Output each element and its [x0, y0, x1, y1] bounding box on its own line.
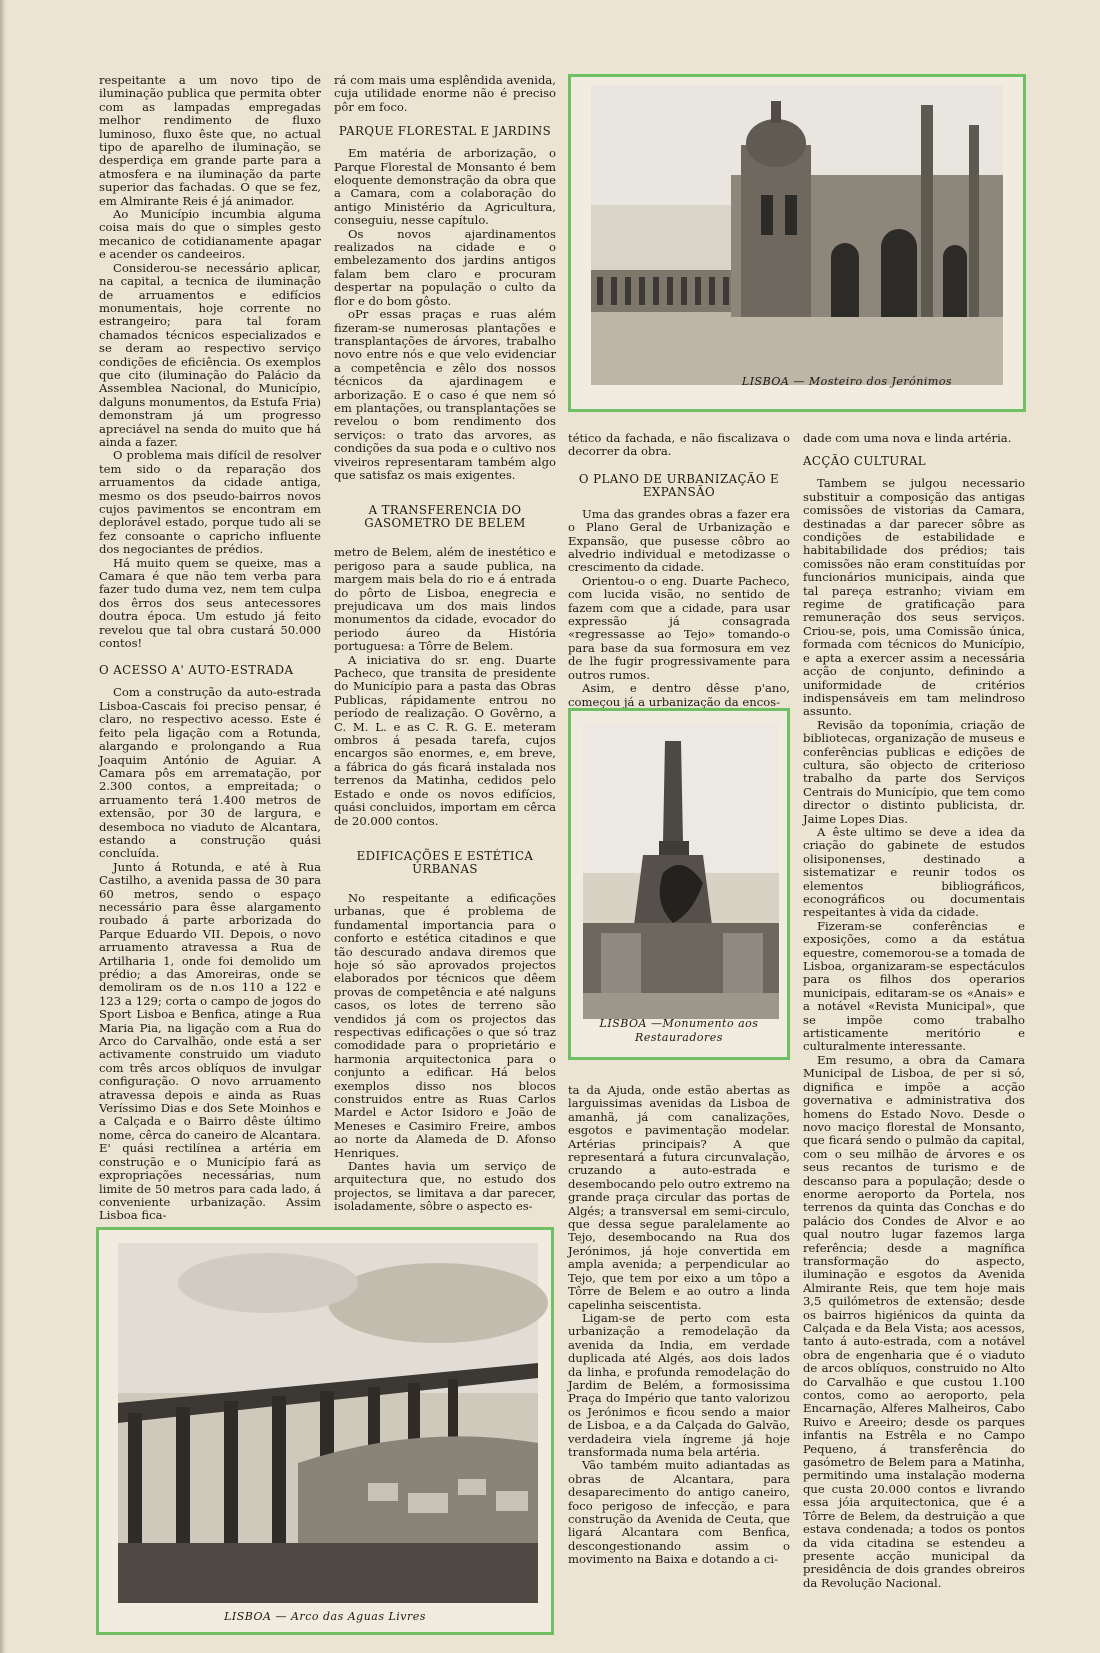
paragraph: Dantes havia um serviço de arquitectura que, no estudo dos projectos, se limitava a dar parecer, isoladamente, sôbre o aspecto es- — [334, 1159, 556, 1214]
column-3-upper — [568, 432, 790, 708]
paragraph: Fizeram-se conferências e exposições, como a da estátua equestre, comemorou-se a tomada de Lisboa, organizaram-se espectáculos para os filhos dos operarios municipais, editaram-se os «Anais» e a notável «Revista Municipal», que se impõe como trabalho artisticamente meritório e culturalmente interessante. — [803, 918, 1025, 1054]
paragraph: Ao Município incumbia alguma coisa mais do que o simples gesto mecanico de cotidianamente apagar e acender os candeeiros. — [99, 207, 321, 262]
paragraph: Uma das grandes obras a fazer era o Plano Geral de Urbanização e Expansão, que pusesse côbro ao alvedrio individual e metodizasse o crescimento da cidade. — [568, 506, 790, 575]
aqueduct-photo — [118, 1243, 538, 1603]
restauradores-photo-frame — [568, 708, 790, 1060]
column-4 — [803, 432, 1025, 1640]
paragraph: A iniciativa do sr. eng. Duarte Pacheco, que transita de presidente do Município para a pasta das Obras Publicas, rápidamente entrou no período de realização. O Govêrno, a C. M. L. e as C. R. G. E. meteram ombros á pesada tarefa, cujos encargos são enormes, e, em breve, a fábrica do gás ficará instalada nos terrenos da Matinha, cedidos pelo Estado e onde os novos edifícios, quási concluidos, importam em cêrca de 20.000 contos. — [334, 652, 556, 828]
jeronimos-caption: LISBOA — Mosteiro dos Jerónimos — [741, 375, 953, 388]
paragraph: respeitante a um novo tipo de iluminação publica que permita obter com as lampadas empregadas melhor rendimento de fluxo luminoso, fluxo êste que, no actual tipo de aparelho de iluminação, se desperdiça em grande parte para a atmosfera e na iluminação da parte superior das fachadas. O que se fez, em Almirante Reis é já animador. — [99, 73, 321, 208]
restauradores-caption-2: Restauradores — [635, 1031, 723, 1044]
paragraph: Considerou-se necessário aplicar, na capital, a tecnica de iluminação de arruamentos e edifícios monumentais, hoje corrente no estrangeiro; para tal foram chamados técnicos especializados e se deram ao respectivo serviço condições de eficiência. Os exemplos que cito (iluminação do Palácio da Assemblea Nacional, do Município, dalguns monumentos, da Estufa Fria) demonstram já um progresso apreciável na senda do muito que há ainda a fazer. — [99, 260, 321, 449]
paragraph: Orientou-o o eng. Duarte Pacheco, com lucida visão, no sentido de fazem com que a cidade, para usar expressão já consagrada «regressasse ao Tejo» tomando-o para base da sua formosura em vez de lhe fugir progressivamente para outros rumos. — [568, 573, 790, 682]
restauradores-caption-1: LISBOA —Monumento aos — [599, 1017, 759, 1030]
paragraph: O problema mais difícil de resolver tem sido o da reparação dos arruamentos da cidade antiga, mesmo os dos pseudo-bairros novos cujos pavimentos se encontram em deplorável estado, porque tudo ali se fez consoante o capricho influente dos negociantes de prédios. — [99, 448, 321, 557]
paragraph: Tambem se julgou necessario substituir a composição das antigas comissões de vistorias da Camara, destinadas a dar parecer sôbre as condições de estabilidade e habitabilidade dos prédios; tais comissões não eram constituídas por funcionários municipais, ainda que tal pareça estranho; viviam em regime de gratificação para remuneração dos seus serviços. Criou-se, pois, uma Comissão única, formada com técnicos do Município, e apta a exercer assim a necessária acção de conjunto, definindo a uniformidade de critérios indispensáveis em tam melindroso assunto. — [803, 476, 1025, 719]
column-1 — [99, 73, 321, 1223]
column-2 — [334, 74, 556, 1226]
paragraph: Vão também muito adiantadas as obras de Alcantara, para desaparecimento do antigo caneiro, foco perigoso de infecção, e para construção da Avenida de Ceuta, que ligará Alcantara com Benfica, descongestionando assim o movimento na Baixa e dotando a ci- — [568, 1458, 790, 1567]
paragraph: No respeitante a edificações urbanas, que é problema de fundamental importancia para o conforto e estética citadinos e que tão descurado andava diremos que hoje só são aprovados projectos elaborados por técnicos que dêem provas de competência e até nalguns casos, os lotes de terreno são vendidos já com os projectos das respectivas edificações o que só traz comodidade para o proprietário e harmonia arquitectonica para o conjunto a edificar. Há belos exemplos disso nos blocos construidos entre as Ruas Carlos Mardel e Actor Isidoro e João de Meneses e Casimiro Freire, ambos ao norte da Alameda de D. Afonso Henriques. — [334, 890, 556, 1160]
column-3-lower — [568, 1084, 790, 1640]
scan-edge-left — [0, 0, 6, 1653]
paragraph: metro de Belem, além de inestético e perigoso para a saude publica, na margem mais bela do rio e á entrada do pôrto de Lisboa, enegrecia e prejudicava um dos mais lindos monumentos da cidade, evocador do periodo áureo da História portuguesa: a Tôrre de Belem. — [334, 545, 556, 654]
aqueduct-caption: LISBOA — Arco das Aguas Livres — [224, 1610, 426, 1623]
jeronimos-photo-frame — [568, 74, 1026, 412]
section-heading: A TRANSFERENCIA DO GASOMETRO DE BELEM — [364, 503, 526, 531]
section-heading: O ACESSO A' AUTO-ESTRADA — [99, 663, 294, 678]
section-heading: O PLANO DE URBANIZAÇÃO E EXPANSÃO — [578, 471, 780, 499]
paragraph: ta da Ajuda, onde estão abertas as larguissimas avenidas da Lisboa de amanhã, já com canalizações, esgotos e pavimentação modelar. Artérias principais? A que representará a futura circunvalação, cruzando a auto-estrada e desembocando pelo outro extremo na grande praça circular das portas de Algés; a transversal em semi-circulo, que dessa segue paralelamente ao Tejo, desembocando na Rua dos Jerónimos, já hoje convertida em ampla avenida; a perpendicular ao Tejo, que tem por eixo a um tôpo a Tôrre de Belem e ao outro a linda capelinha seiscentista. — [568, 1083, 790, 1312]
paragraph: Os novos ajardinamentos realizados na cidade e o embelezamento dos jardins antigos falam bem claro e procuram despertar na população o culto da flor e do bom gôsto. — [334, 226, 556, 308]
paragraph: oPr essas praças e ruas além fizeram-se numerosas plantações e transplantações de árvores, trabalho novo entre nós e que velo evidenciar a competência e zêlo dos nossos técnicos da ajardinagem e arborização. E o caso é que nem só em plantações, ou transplantações se revelou o bom rendimento dos serviços: o trato das arvores, as condições da sua poda e o cultivo nos viveiros representaram também algo que satisfaz os mais exigentes. — [334, 307, 556, 482]
paragraph: Junto á Rotunda, e até à Rua Castilho, a avenida passa de 30 para 60 metros, sendo o espaço necessário para êsse alargamento roubado á parte arborizada do Parque Eduardo VII. Depois, o novo arruamento atravessa a Rua de Artilharia 1, onde foi demolido um prédio; a das Amoreiras, onde se demoliram os de n.os 110 a 122 e 123 a 129; corta o campo de jogos do Sport Lisboa e Benfica, atinge a Rua Maria Pia, na ligação com a Rua do Arco do Carvalhão, onde está a ser activamente construido um viaduto com três arcos oblíquos de invulgar configuração. O novo arruamento atravessa depois e ainda as Ruas Veríssimo Dias e dos Sete Moinhos e a Calçada e o Bairro dêste último nome, cêrca do caneiro de Alcantara. E' quási rectilínea a artéria em construção e o Município fará as expropriações necessárias, num limite de 50 metros para cada lado, á conveniente urbanização. Assim Lisboa fica- — [99, 859, 321, 1223]
col1-paras-a — [99, 74, 321, 650]
restauradores-photo — [583, 723, 779, 1019]
jeronimos-photo — [591, 85, 1043, 385]
paragraph: Em resumo, a obra da Camara Municipal de Lisboa, de per si só, dignifica e impõe a acção governativa e administrativa dos homens do Estado Novo. Desde o novo maciço florestal de Monsanto, que ficará sendo o pulmão da capital, com o seu milhão de árvores e os seus recantos de turismo e de descanso para a população; desde o enorme aeroporto da Portela, nos terrenos da quinta das Conchas e do palácio dos Condes de Alvor e ao qual noutro lugar fazemos larga referência; desde a magnífica transformação do aspecto, iluminação e esgotos da Avenida Almirante Reis, que tem hoje mais 3,5 quilómetros de extensão; desde os bairros higiénicos da quinta da Calçada e da Bela Vista; aos acessos, tanto á auto-estrada, com a notável obra de engenharia que é o viaduto de arcos oblíquos, construido no Alto do Carvalhão e que custou 1.100 contos, como ao aeroporto, pela Encarnação, Alferes Malheiros, Cabo Ruivo e Areeiro; desde os parques infantis na Estrêla e no Campo Pequeno, á transferência do gasómetro de Belem para a Matinha, permitindo uma instalação moderna que custa 20.000 contos e livrando essa jóia arquitectonica, que é a Tôrre de Belem, da destruição a que estava condenada; a todos os pontos da vida citadina se estendeu a presente acção municipal da presidência de dois grandes obreiros da Revolução Nacional. — [803, 1052, 1025, 1590]
paragraph: Com a construção da auto-estrada Lisboa-Cascais foi preciso pensar, é claro, no respectivo acesso. Este é feito pela ligação com a Rotunda, alargando e prolongando a Rua Joaquim António de Aguiar. A Camara pôs em arrematação, por 2.300 contos, a empreitada; o arruamento terá 1.400 metros de extensão, por 30 de largura, e desemboca no viaduto de Alcantara, estando a construção quási concluída. — [99, 685, 321, 861]
aqueduct-photo-frame — [96, 1227, 554, 1635]
paragraph: Em matéria de arborização, o Parque Florestal de Monsanto é bem eloquente demonstração da obra que a Camara, com a colaboração do antigo Ministério da Agricultura, conseguiu, nesse capítulo. — [334, 146, 556, 228]
paragraph: Ligam-se de perto com esta urbanização a remodelação da avenida da India, em verdade duplicada até Algés, aos dois lados da linha, e profunda remodelação do Jardim de Belém, a formosissima Praça do Império que tanto valorizou os Jerónimos e ficou sendo a maior de Lisboa, e a da Calçada do Galvão, verdadeira viela íngreme já hoje transformada numa bela artéria. — [568, 1310, 790, 1459]
paragraph: Há muito quem se queixe, mas a Camara é que não tem verba para fazer tudo duma vez, nem tem culpa dos êrros dos seus antecessores doutra época. Um estudo já feito revelou que tal obra custará 50.000 contos! — [99, 555, 321, 651]
section-heading: PARQUE FLORESTAL E JARDINS — [338, 124, 552, 139]
paragraph: A êste ultimo se deve a idea da criação do gabinete de estudos olisiponenses, destinado a sistematizar e reunir todos os elementos bibliográficos, econográficos ou documentais respeitantes à vida da cidade. — [803, 824, 1025, 920]
paragraph: rá com mais uma esplêndida avenida, cuja utilidade enorme não é preciso pôr em foco. — [334, 73, 556, 114]
paragraph: Revisão da toponímia, criação de bibliotecas, organização de museus e conferências publicas e edições de cultura, são objecto de criterioso trabalho da parte dos Serviços Centrais do Município, que tem como director o distinto publicista, dr. Jaime Lopes Dias. — [803, 717, 1025, 826]
section-heading: EDIFICAÇÕES E ESTÉTICA URBANAS — [356, 848, 534, 876]
paragraph: dade com uma nova e linda artéria. — [803, 431, 1012, 445]
paragraph: tético da fachada, e não fiscalizava o decorrer da obra. — [568, 431, 790, 459]
paragraph: Asim, e dentro dêsse p'ano, começou já a urbanização da encos- — [568, 681, 790, 709]
section-heading: ACÇÃO CULTURAL — [803, 454, 926, 469]
